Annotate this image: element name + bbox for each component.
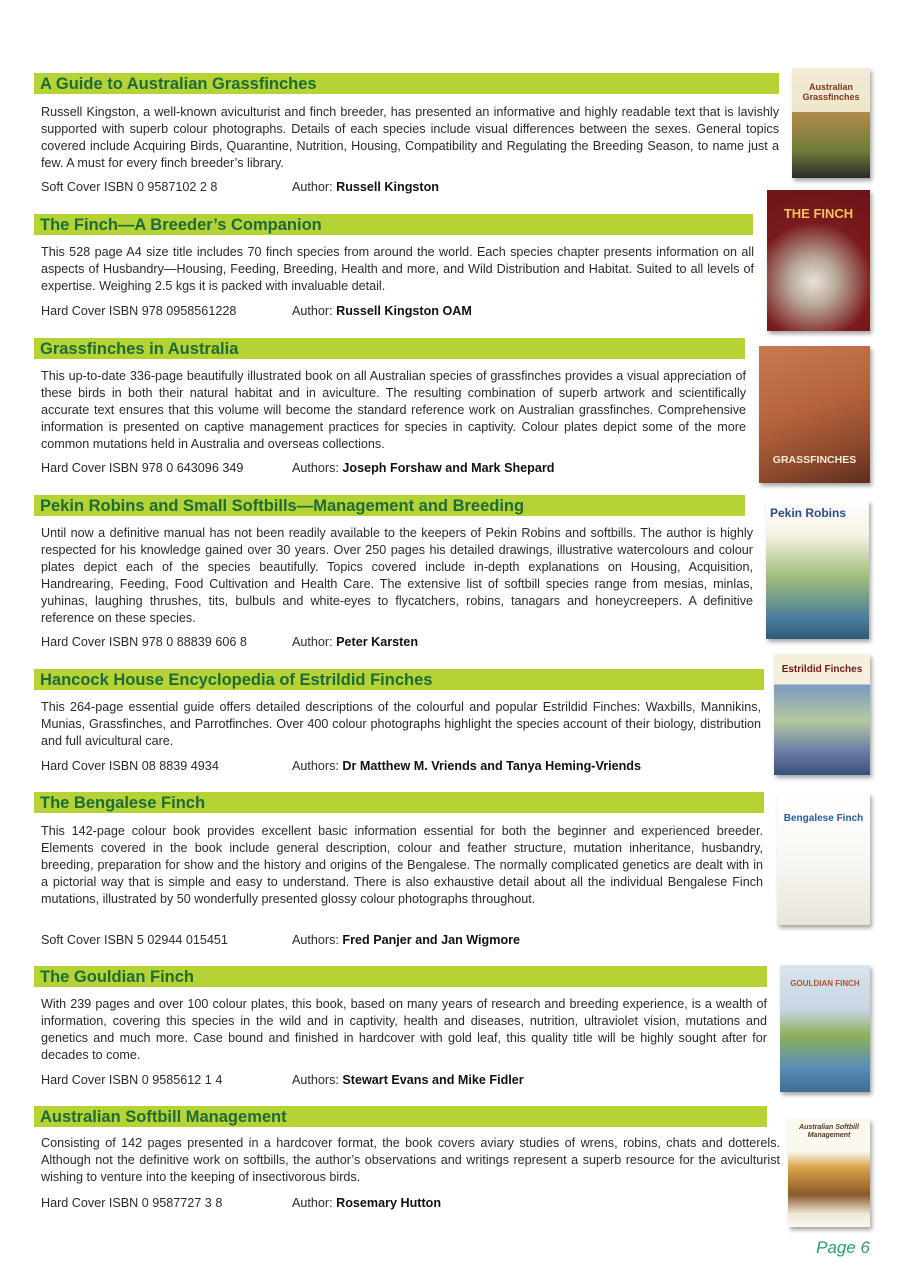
book-isbn: Soft Cover ISBN 5 02944 015451: [41, 933, 228, 947]
book-author: Peter Karsten: [336, 635, 419, 649]
cover-title: Bengalese Finch: [783, 813, 864, 824]
book-description: This 264-page essential guide offers detailed descriptions of the colourful and popular Estrildid Finches: Waxbills, Mannikins, Munias, Grassfinches, and Parrotfinches. Over 400 colour photographs highlight the species account of their biology, distribution and full avicultural care.: [41, 700, 761, 748]
author-label: Authors:: [292, 933, 339, 947]
page-number: Page 6: [816, 1238, 870, 1257]
book-cover: [767, 190, 870, 331]
book-cover: [766, 500, 869, 639]
book-author: Stewart Evans and Mike Fidler: [342, 1073, 524, 1087]
book-author: Joseph Forshaw and Mark Shepard: [342, 461, 555, 475]
cover-title: THE FINCH: [783, 206, 854, 221]
cover-title: GRASSFINCHES: [772, 454, 857, 466]
author-label: Author:: [292, 635, 333, 649]
book-author-line: [292, 303, 472, 319]
author-label: Author:: [292, 1196, 333, 1210]
author-label: Authors:: [292, 759, 339, 773]
book-title: Grassfinches in Australia: [34, 338, 745, 359]
book-isbn: Hard Cover ISBN 08 8839 4934: [41, 759, 219, 773]
author-label: Authors:: [292, 1073, 339, 1087]
book-title: The Gouldian Finch: [34, 966, 767, 987]
book-author-line: [292, 179, 439, 195]
book-cover: [792, 68, 870, 178]
book-description: Consisting of 142 pages presented in a hardcover format, the book covers aviary studies of wrens, robins, chats and dotterels. Although not the definitive work on softbills, the author’s observations and writings represent a superb resource for the aviculturist wishing to venture into the keeping of insectivorous birds.: [41, 1136, 780, 1184]
author-label: Author:: [292, 304, 333, 318]
author-label: Authors:: [292, 461, 339, 475]
book-description: This 528 page A4 size title includes 70 finch species from around the world. Each species chapter presents information on all aspects of Husbandry—Housing, Feeding, Breeding, Health and more, and Wild Distribution and Habitat. Suited to all levels of expertise. Weighing 2.5 kgs it is packed with invaluable detail.: [41, 245, 754, 293]
book-cover: [759, 346, 870, 483]
book-author: Dr Matthew M. Vriends and Tanya Heming-Vriends: [342, 759, 641, 773]
book-description: This 142-page colour book provides excellent basic information essential for both the beginner and experienced breeder. Elements covered in the book include general description, colour and feather structure, mutation inheritance, husbandry, breeding, preparation for show and the history and origins of the Bengalese. The normally complicated genetics are dealt with in a pictorial way that is simple and easy to understand. There is also exhaustive detail about all the individual Bengalese Finch mutations, illustrated by 50 wonderfully presented glossy colour photographs throughout.: [41, 824, 763, 906]
book-isbn: Hard Cover ISBN 978 0958561228: [41, 304, 237, 318]
book-title: The Bengalese Finch: [34, 792, 764, 813]
book-description: With 239 pages and over 100 colour plates, this book, based on many years of research and breeding experience, is a wealth of information, covering this species in the wild and in captivity, health and diseases, nutrition, ultraviolet vision, mutations and genetics and much more. Case bound and finished in hardcover with gold leaf, this quality title will be highly sought after for decades to come.: [41, 997, 767, 1062]
book-author-line: [292, 634, 418, 650]
book-title: A Guide to Australian Grassfinches: [34, 73, 779, 94]
cover-title: Pekin Robins: [770, 506, 847, 520]
book-author-line: [292, 1195, 441, 1211]
book-author: Fred Panjer and Jan Wigmore: [342, 933, 521, 947]
book-author: Russell Kingston OAM: [336, 304, 472, 318]
cover-title: Australian Softbill Management: [799, 1124, 859, 1139]
book-title: Australian Softbill Management: [34, 1106, 767, 1127]
book-title: The Finch—A Breeder’s Companion: [34, 214, 753, 235]
book-cover: [774, 654, 870, 775]
book-description: This up-to-date 336-page beautifully illustrated book on all Australian species of grassfinches provides a visual appreciation of these birds in both their natural habitat and in aviculture. The resulting combination of superb artwork and scientifically accurate text ensures that this volume will become the standard reference work on Australian grassfinches. Comprehensive information is presented on captive management practices for species in captivity. Colour plates depict some of the more common mutations held in Australia and overseas collections.: [41, 369, 746, 451]
book-cover: [780, 965, 870, 1092]
cover-title: Australian Grassfinches: [802, 82, 860, 102]
cover-title: Estrildid Finches: [781, 664, 863, 675]
cover-title: GOULDIAN FINCH: [790, 979, 860, 988]
book-isbn: Soft Cover ISBN 0 9587102 2 8: [41, 180, 218, 194]
book-author-line: [292, 460, 554, 476]
author-label: Author:: [292, 180, 333, 194]
book-isbn: Hard Cover ISBN 0 9585612 1 4: [41, 1073, 223, 1087]
book-author-line: [292, 758, 641, 774]
book-isbn: Hard Cover ISBN 978 0 643096 349: [41, 461, 244, 475]
book-author-line: [292, 932, 520, 948]
book-author: Rosemary Hutton: [336, 1196, 442, 1210]
book-cover: [788, 1119, 870, 1227]
book-description: Russell Kingston, a well-known aviculturist and finch breeder, has presented an informative and highly readable text that is lavishly supported with superb colour photographs. Details of each species include visual differences between the sexes. General topics covered include Acquiring Birds, Quarantine, Nutrition, Housing, Compatibility and Regulating the Breeding Season, to name just a few. A must for every finch breeder’s library.: [41, 105, 779, 170]
book-isbn: Hard Cover ISBN 978 0 88839 606 8: [41, 635, 247, 649]
book-description: Until now a definitive manual has not been readily available to the keepers of Pekin Robins and softbills. The author is highly respected for his knowledge gained over 30 years. Over 250 pages his detailed drawings, illustrative watercolours and colour plates depict each of the species beautifully. Topics covered include in-depth explanations on Housing, Acquisition, Handrearing, Feeding, Food Cultivation and Health Care. The extensive list of softbill species range from mesias, minlas, yuhinas, laughing thrushes, tits, bulbuls and white-eyes to flycatchers, robins, tanagars and honeycreepers. A definitive reference on these species.: [41, 526, 753, 625]
book-cover: [777, 793, 870, 925]
book-title: Hancock House Encyclopedia of Estrildid Finches: [34, 669, 764, 690]
book-title: Pekin Robins and Small Softbills—Management and Breeding: [34, 495, 745, 516]
book-author: Russell Kingston: [336, 180, 439, 194]
book-author-line: [292, 1072, 524, 1088]
book-isbn: Hard Cover ISBN 0 9587727 3 8: [41, 1196, 223, 1210]
